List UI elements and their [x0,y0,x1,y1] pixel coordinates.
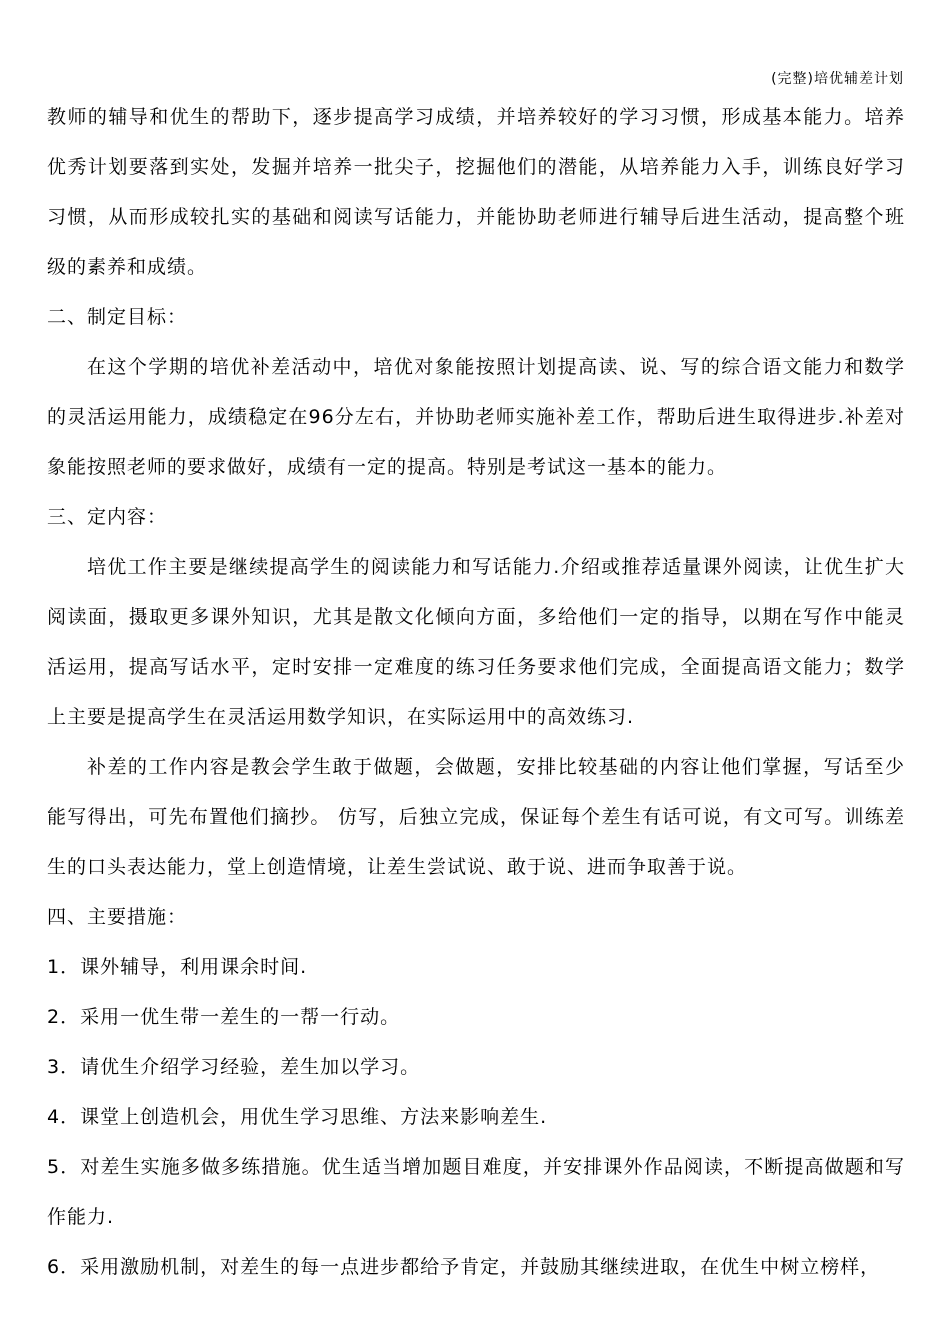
list-item-measure-4: 4．课堂上创造机会，用优生学习思维、方法来影响差生. [47,1106,548,1128]
section-heading-goals: 二、制定目标： [47,306,188,328]
list-item-measure-5: 5．对差生实施多做多练措施。优生适当增加题目难度，并安排课外作品阅读，不断提高做题和写作能力. [47,1156,905,1228]
paragraph-goals: 在这个学期的培优补差活动中，培优对象能按照计划提高读、说、写的综合语文能力和数学的灵活运用能力，成绩稳定在96分左右，并协助老师实施补差工作，帮助后进生取得进步.补差对象能按照老师的要求做好，成绩有一定的提高。特别是考试这一基本的能力。 [47,356,905,478]
list-item-measure-2: 2．采用一优生带一差生的一帮一行动。 [47,1006,401,1028]
list-item-measure-6: 6．采用激励机制，对差生的每一点进步都给予肯定，并鼓励其继续进取，在优生中树立榜样， [47,1256,881,1278]
document-body [47,92,905,1292]
page-header-title: (完整)培优辅差计划 [771,71,904,87]
paragraph-intro-continued: 教师的辅导和优生的帮助下，逐步提高学习成绩，并培养较好的学习习惯，形成基本能力。培养优秀计划要落到实处，发掘并培养一批尖子，挖掘他们的潜能，从培养能力入手，训练良好学习习惯，从而形成较扎实的基础和阅读写话能力，并能协助老师进行辅导后进生活动，提高整个班级的素养和成绩。 [47,106,905,278]
paragraph-content-top: 培优工作主要是继续提高学生的阅读能力和写话能力.介绍或推荐适量课外阅读，让优生扩大阅读面，摄取更多课外知识，尤其是散文化倾向方面，多给他们一定的指导，以期在写作中能灵活运用，提高写话水平，定时安排一定难度的练习任务要求他们完成，全面提高语文能力；数学上主要是提高学生在灵活运用数学知识，在实际运用中的高效练习. [47,556,905,728]
section-heading-content: 三、定内容： [47,506,168,528]
list-item-measure-1: 1．课外辅导，利用课余时间. [47,956,308,978]
list-item-measure-3: 3．请优生介绍学习经验，差生加以学习。 [47,1056,421,1078]
paragraph-content-remedial: 补差的工作内容是教会学生敢于做题，会做题，安排比较基础的内容让他们掌握，写话至少能写得出，可先布置他们摘抄。 仿写，后独立完成，保证每个差生有话可说，有文可写。训练差生的口头表达能力，堂上创造情境，让差生尝试说、敢于说、进而争取善于说。 [47,756,905,878]
section-heading-measures: 四、主要措施： [47,906,188,928]
